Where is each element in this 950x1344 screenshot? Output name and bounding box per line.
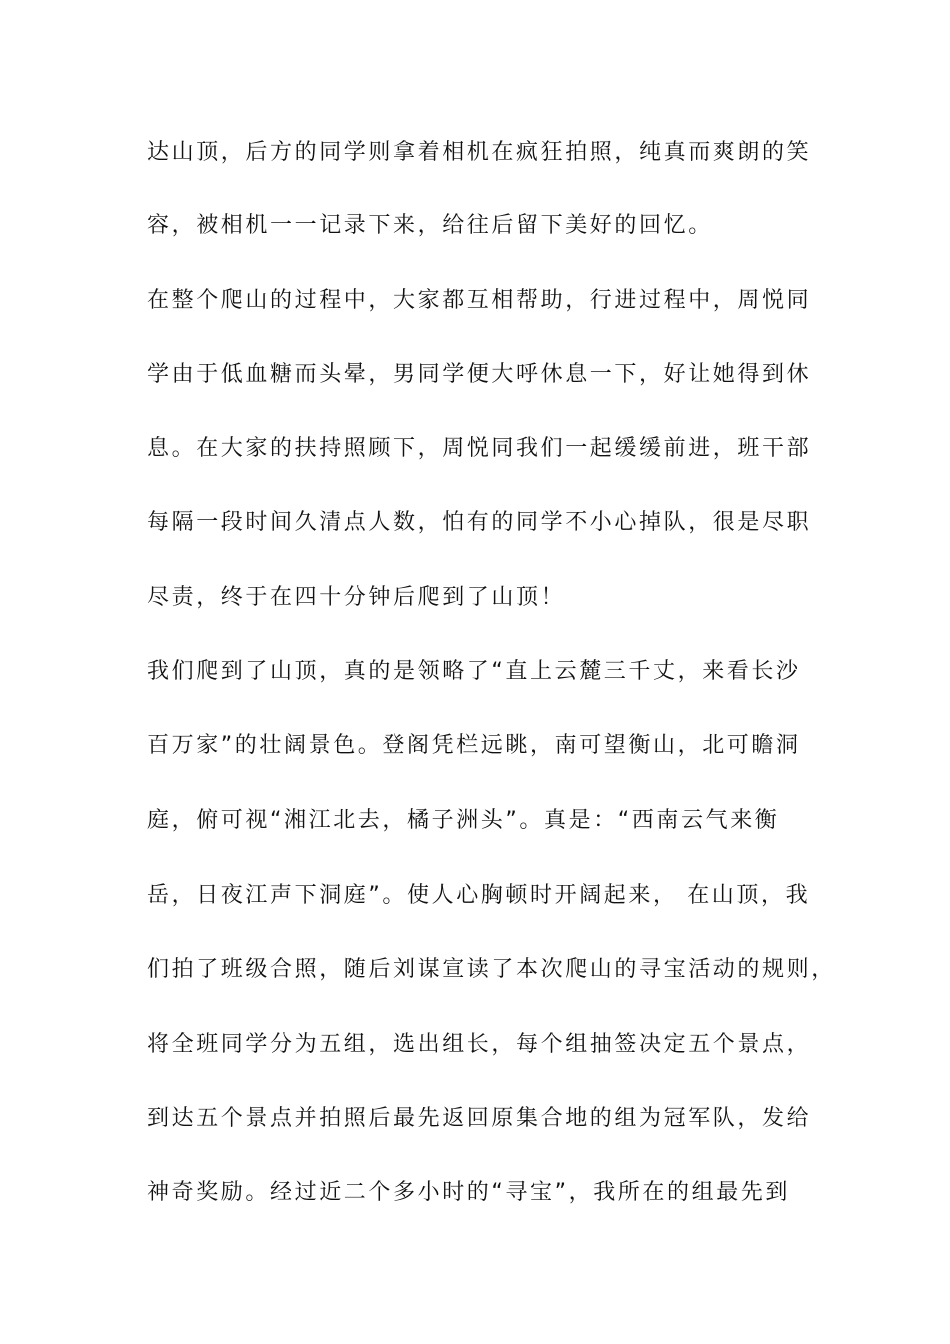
text-line: 学由于低血糖而头晕，男同学便大呼休息一下，好让她得到休 (147, 362, 812, 387)
text-line: 们拍了班级合照，随后刘谋宣读了本次爬山的寻宝活动的规则， (147, 957, 836, 982)
text-line: 到达五个景点并拍照后最先返回原集合地的组为冠军队，发给 (147, 1106, 812, 1131)
text-line: 尽责，终于在四十分钟后爬到了山顶！ (147, 585, 566, 610)
text-line: 在整个爬山的过程中，大家都互相帮助，行进过程中，周悦同 (147, 288, 812, 313)
text-line: 达山顶，后方的同学则拿着相机在疯狂拍照，纯真而爽朗的笑 (147, 140, 812, 165)
text-line: 我们爬到了山顶，真的是领略了“直上云麓三千丈，来看长沙 (147, 659, 801, 684)
text-line: 神奇奖励。经过近二个多小时的“寻宝”，我所在的组最先到 (147, 1180, 790, 1205)
text-line: 庭，俯可视“湘江北去，橘子洲头”。真是：“西南云气来衡 (147, 808, 780, 833)
text-line: 百万家”的壮阔景色。登阁凭栏远眺，南可望衡山，北可瞻洞 (147, 733, 801, 758)
text-line: 岳，日夜江声下洞庭”。使人心胸顿时开阔起来， 在山顶，我 (147, 883, 811, 908)
text-line: 每隔一段时间久清点人数，怕有的同学不小心掉队，很是尽职 (147, 510, 812, 535)
text-line: 息。在大家的扶持照顾下，周悦同我们一起缓缓前进，班干部 (147, 436, 812, 461)
text-line: 将全班同学分为五组，选出组长，每个组抽签决定五个景点， (147, 1032, 812, 1057)
text-line: 容，被相机一一记录下来，给往后留下美好的回忆。 (147, 213, 713, 238)
